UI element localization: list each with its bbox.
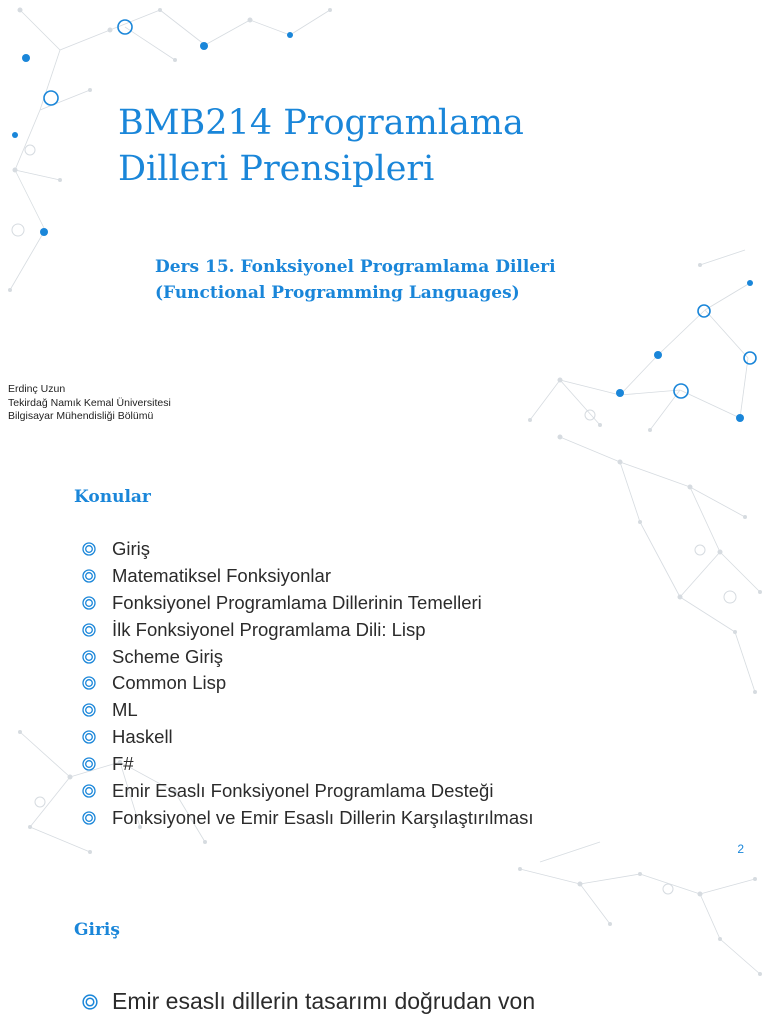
intro-slide [0,864,768,1024]
list-item [82,724,534,751]
list-item-text: F# [112,753,134,775]
bullet-icon [82,569,96,583]
bullet-icon [82,703,96,717]
author-department: Bilgisayar Mühendisliği Bölümü [8,410,154,422]
section-heading: Giriş [74,920,120,940]
bullet-icon [82,811,96,825]
section-heading: Konular [74,487,151,507]
title-slide [0,0,768,432]
list-item [82,644,534,671]
bullet-icon [82,596,96,610]
topics-list [82,536,534,832]
list-item-text: Haskell [112,726,173,748]
list-item-text: Giriş [112,538,151,559]
subtitle-line-2: (Functional Programming Languages) [155,283,520,303]
list-item [82,590,534,617]
list-item-text: Fonksiyonel Programlama Dillerinin Temelleri [112,591,482,613]
author-name: Erdinç Uzun [8,383,66,395]
list-item [82,697,534,724]
title-line-1: BMB214 Programlama [118,103,524,143]
list-item-text: Emir esaslı dillerin tasarımı doğrudan von [112,988,536,1014]
network-decoration-icon [0,0,768,432]
list-item-text: Scheme Giriş [112,645,224,667]
bullet-icon [82,542,96,556]
presentation-title [118,100,738,192]
bullet-icon [82,650,96,664]
page-number: 2 [737,842,744,856]
bullet-icon [82,623,96,637]
bullet-icon [82,994,98,1010]
author-university: Tekirdağ Namık Kemal Üniversitesi [8,396,171,409]
list-item [82,617,534,644]
list-item [82,988,535,1015]
bullet-icon [82,784,96,798]
list-item-text: ML [112,699,138,721]
list-item-text: Common Lisp [112,672,227,694]
author-block [8,383,171,424]
list-item [82,536,534,563]
list-item [82,751,534,778]
bullet-icon [82,757,96,771]
bullet-icon [82,730,96,744]
bullet-icon [82,676,96,690]
topics-slide [0,432,768,864]
list-item [82,563,534,590]
title-line-2: Dilleri Prensipleri [118,149,435,189]
lecture-subtitle [155,254,715,306]
list-item-text: Fonksiyonel ve Emir Esaslı Dillerin Karşılaştırılması [112,806,534,828]
list-item-text: Matematiksel Fonksiyonlar [112,564,331,586]
list-item-text: İlk Fonksiyonel Programlama Dili: Lisp [112,618,426,640]
list-item-text: Emir Esaslı Fonksiyonel Programlama Desteği [112,780,494,802]
list-item [82,778,534,805]
list-item [82,805,534,832]
subtitle-line-1: Ders 15. Fonksiyonel Programlama Dilleri [155,257,556,277]
list-item [82,670,534,697]
